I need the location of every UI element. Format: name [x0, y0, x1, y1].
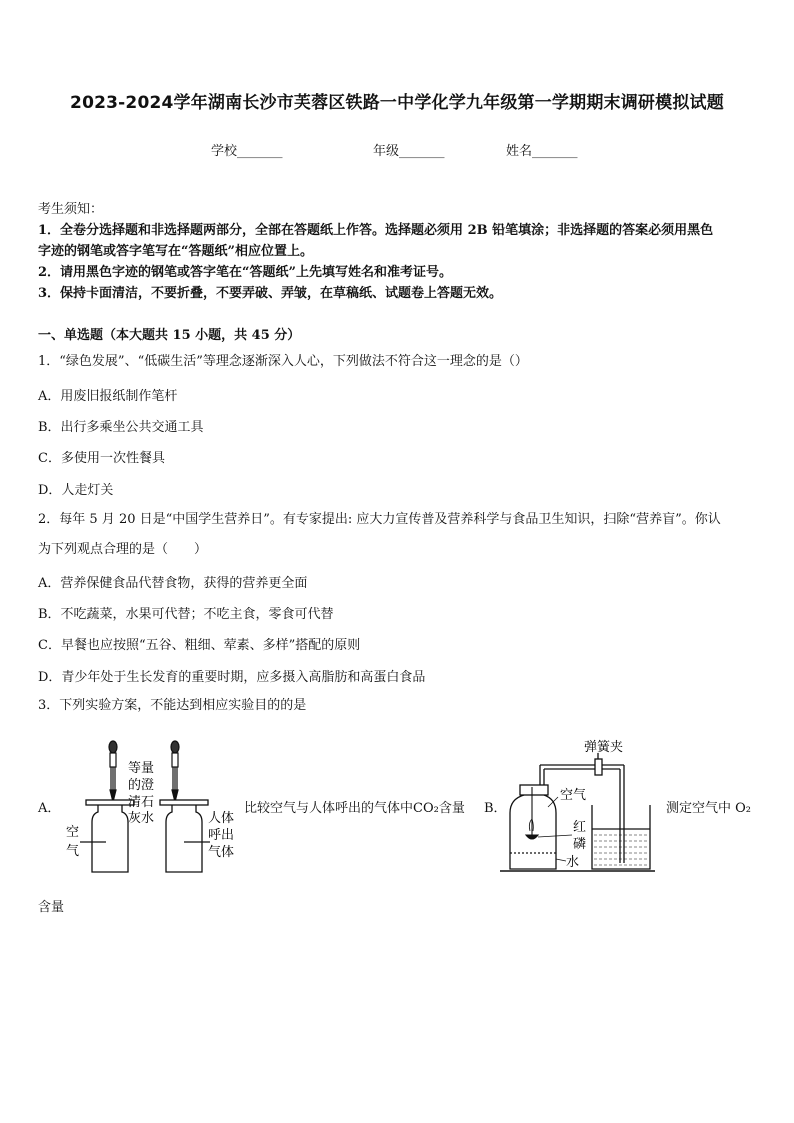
- figure-oxygen-apparatus: [500, 735, 660, 877]
- question-1-stem: 1．“绿色发展”、“低碳生活”等理念逐渐深入人心，下列做法不符合这一理念的是（）: [38, 354, 528, 369]
- gas-jar-right: [160, 800, 210, 872]
- reagent-label-2: 的澄: [128, 778, 155, 793]
- name-field: 姓名_______: [506, 144, 578, 159]
- right-gas-label-1: 人体: [208, 811, 235, 826]
- question-2-stem-line2: 为下列观点合理的是（ ）: [38, 542, 208, 557]
- phosphorus-label-1: 红: [573, 820, 587, 835]
- clamp-label: 弹簧夹: [584, 740, 624, 755]
- left-gas-label-1: 空: [66, 825, 80, 840]
- page-title: 2023-2024学年湖南长沙市芙蓉区铁路一中学化学九年级第一学期期末调研模拟试题: [70, 93, 724, 113]
- dropper-left: [109, 741, 117, 802]
- right-gas-label-3: 气体: [208, 845, 235, 860]
- q1-option-b: B．出行多乘坐公共交通工具: [38, 420, 204, 435]
- section-heading: 一、单选题（本大题共 15 小题，共 45 分）: [38, 328, 301, 343]
- notice-item-1-cont: 字迹的钢笔或答字笔写在“答题纸”相应位置上。: [38, 244, 313, 259]
- gas-jar-left: [80, 800, 134, 872]
- figure-gas-jars: [62, 738, 244, 878]
- notice-heading: 考生须知：: [38, 202, 104, 217]
- q3-option-a-text: 比较空气与人体呼出的气体中CO₂含量: [244, 801, 465, 816]
- question-2-stem-line1: 2．每年 5 月 20 日是“中国学生营养日”。有专家提出: 应大力宣传普及营养科学与食品卫生知识，扫除“营养盲”。你认: [38, 512, 721, 527]
- q3-option-b-text-cont: 含量: [38, 900, 65, 915]
- water-label: 水: [566, 855, 580, 870]
- beaker: [592, 805, 650, 869]
- notice-item-2: 2．请用黑色字迹的钢笔或答字笔在“答题纸”上先填写姓名和准考证号。: [38, 265, 453, 280]
- q1-option-a: A．用废旧报纸制作笔杆: [38, 389, 178, 404]
- air-label: 空气: [560, 788, 587, 803]
- q1-option-c: C．多使用一次性餐具: [38, 451, 165, 466]
- beaker-water: [594, 835, 648, 865]
- q2-option-d: D．青少年处于生长发育的重要时期，应多摄入高脂肪和高蛋白食品: [38, 670, 426, 685]
- right-gas-label-2: 呼出: [208, 828, 235, 843]
- school-field: 学校_______: [211, 144, 283, 159]
- phosphorus-label-2: 磷: [573, 837, 587, 852]
- q2-option-b: B．不吃蔬菜，水果可代替；不吃主食，零食可代替: [38, 607, 334, 622]
- q2-option-a: A．营养保健食品代替食物，获得的营养更全面: [38, 576, 308, 591]
- q2-option-c: C．早餐也应按照“五谷、粗细、荤素、多样”搭配的原则: [38, 638, 361, 653]
- notice-item-3: 3．保持卡面清洁，不要折叠，不要弄破、弄皱，在草稿纸、试题卷上答题无效。: [38, 286, 503, 301]
- grade-field: 年级_______: [373, 144, 445, 159]
- q3-option-b-label: B．: [484, 801, 507, 816]
- reagent-label-1: 等量: [128, 761, 155, 776]
- question-3-stem: 3．下列实验方案，不能达到相应实验目的的是: [38, 698, 307, 713]
- reagent-label-3: 清石: [128, 795, 155, 810]
- reagent-label-4: 灰水: [128, 811, 155, 826]
- q3-option-a-label: A．: [38, 801, 61, 816]
- dropper-right: [171, 741, 179, 802]
- q1-option-d: D．人走灯关: [38, 483, 114, 498]
- notice-item-1: 1．全卷分选择题和非选择题两部分，全部在答题纸上作答。选择题必须用 2B 铅笔填涂；非选择题的答案必须用黑色: [38, 223, 714, 238]
- clamp: [595, 753, 602, 775]
- q3-option-b-text: 测定空气中 O₂: [666, 801, 752, 816]
- left-gas-label-2: 气: [66, 844, 80, 859]
